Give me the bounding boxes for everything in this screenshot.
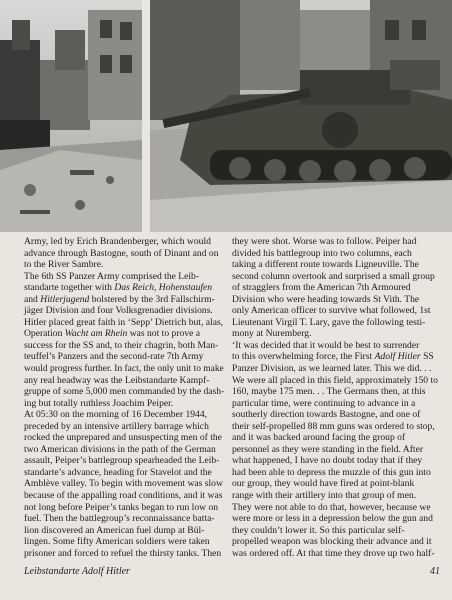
text-line: Amblève valley. To begin with movement was slow	[24, 478, 223, 490]
text-line: they were shot. Worse was to follow. Peiper had	[232, 236, 417, 247]
text-line: fuel. Then the battlegroup’s reconnaissance batta-	[24, 513, 215, 525]
text-line: any real headway was the Leibstandarte Kampf-	[24, 374, 210, 386]
photo-strip	[0, 0, 452, 232]
text-line: they couldn’t lower it. So this particular self-	[232, 524, 405, 536]
photo-gutter	[142, 0, 150, 232]
text-line: was ordered off. At that time they drove up two half-	[232, 547, 435, 559]
text-line: their self-propelled 88 mm guns was ordered to stop,	[232, 420, 435, 432]
text-line: ing but totally ruthless Joachim Peiper.	[24, 397, 174, 409]
page-footer	[0, 566, 452, 586]
text-line: advance through Bastogne, south of Dinant and on	[24, 247, 219, 259]
right-text-column	[232, 236, 446, 559]
text-line: rocked the unprepared and unsuspecting men of the	[24, 432, 222, 444]
text-line: our group, they would have fired at point-blank	[232, 478, 415, 490]
ruined-street-image	[0, 0, 142, 232]
left-text-column	[24, 236, 224, 559]
text-line: southerly direction towards Bastogne, and one of	[232, 409, 421, 421]
text-line: The 6th SS Panzer Army comprised the Leib-	[24, 270, 200, 282]
text-line: and Hitlerjugend bolstered by the 3rd Fallschirm-	[24, 293, 215, 305]
text-line: prisoner and forced to refuel the thirsty tanks. Then	[24, 547, 222, 559]
text-line: of stragglers from the American 7th Armoured	[232, 282, 411, 294]
text-line: second column overtook and surprised a small group	[232, 270, 435, 282]
text-line: success for the SS and, to their chagrin, both Man-	[24, 339, 219, 351]
text-line: assault, Peiper’s battlegroup spearheaded the Leib-	[24, 455, 220, 467]
text-line: divided his battlegroup into two columns, each	[232, 247, 412, 259]
text-line: Division who were heading towards St Vith. The	[232, 293, 420, 305]
text-line: not long before Peiper’s tanks began to run low on	[24, 501, 219, 513]
text-line: mony at Nuremberg.	[232, 328, 312, 340]
text-line: jäger Division and four Volksgrenadier divisions.	[24, 305, 213, 317]
text-line: Lieutenant Virgil T. Lary, gave the following testi-	[232, 316, 426, 328]
photo-ruined-street	[0, 0, 142, 232]
text-line: teuffel’s Panzers and the second-rate 7th Army	[24, 351, 204, 363]
text-line: would progress further. In fact, the only unit to make	[24, 363, 224, 375]
text-line: to this overwhelming force, the First Adolf Hitler SS	[232, 351, 434, 363]
text-line: and it was backed around facing the group of	[232, 432, 406, 444]
photo-panzer-tank	[150, 0, 452, 232]
text-line: lingen. Some fifty American soldiers were taken	[24, 536, 210, 548]
text-line: were more or less in a depression below the gun and	[232, 513, 433, 525]
text-line: two American divisions in the path of the German	[24, 443, 216, 455]
text-line: They were not able to do that, however, because we	[232, 501, 431, 513]
text-line: particular time, were continuing to advance in a	[232, 397, 416, 409]
text-line: personnel as they were standing in the field. After	[232, 443, 424, 455]
running-footer-title: Leibstandarte Adolf Hitler	[24, 566, 130, 577]
text-line: We were all placed in this field, approximately 150 to	[232, 374, 438, 386]
page-number: 41	[430, 566, 440, 577]
text-line: range with their artillery into that group of men.	[232, 490, 417, 502]
text-line: ‘It was decided that it would be best to surrender	[232, 339, 420, 351]
text-line: because of the appalling road conditions, and it was	[24, 490, 223, 502]
text-line: Panzer Division, as we learned later. This we did. . .	[232, 363, 432, 375]
text-line: Army, led by Erich Brandenberger, which would	[24, 236, 211, 247]
text-line: At 05:30 on the morning of 16 December 1944,	[24, 409, 208, 421]
text-line: propelled weapon was blocking their advance and it	[232, 536, 432, 548]
text-line: taking a different route towards Ligneuville. The	[232, 259, 419, 271]
panzer-tank-image	[150, 0, 452, 232]
text-line: only American officer to survive what followed, 1st	[232, 305, 431, 317]
text-line: standarte’s advance, heading for Stavelot and the	[24, 466, 212, 478]
text-line: Operation Wacht am Rhein was not to prove a	[24, 328, 201, 340]
text-line: what happened, I have no doubt today that if they	[232, 455, 423, 467]
text-line: 160, maybe 175 men. . . The Germans then, at this	[232, 386, 426, 398]
text-line: standarte together with Das Reich, Hohenstaufen	[24, 282, 213, 294]
text-line: preceded by an intensive artillery barrage which	[24, 420, 209, 432]
text-line: to the River Sambre.	[24, 259, 104, 271]
text-line: had been able to depress the muzzle of this gun into	[232, 466, 431, 478]
text-line: Hitler placed great faith in ‘Sepp’ Dietrich but, alas,	[24, 316, 224, 328]
text-line: gruppe of some 5,000 men commanded by the dash-	[24, 386, 225, 398]
text-line: lion discovered an American fuel dump at Bül-	[24, 524, 205, 536]
body-text	[0, 236, 452, 559]
